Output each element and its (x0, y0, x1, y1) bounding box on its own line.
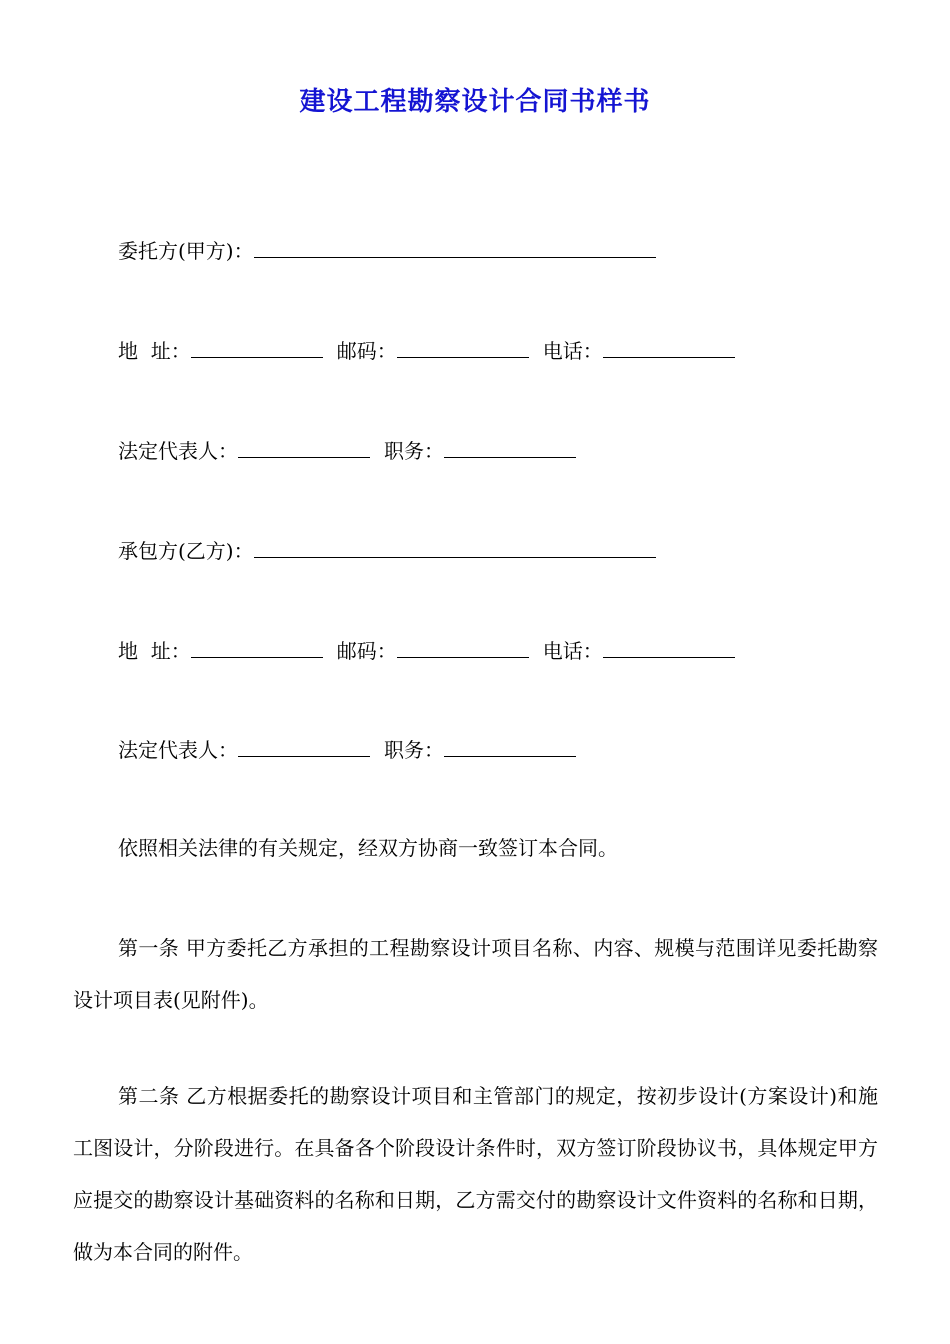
party-a-rep-line (118, 436, 576, 466)
party-b-label: 承包方(乙方)： (118, 539, 254, 563)
party-b-rep-blank (238, 736, 370, 757)
party-b-blank (254, 537, 656, 558)
party-a-postcode-label: 邮码： (336, 339, 397, 363)
party-b-contact-line (118, 636, 735, 666)
party-a-phone-label: 电话： (542, 339, 603, 363)
party-b-postcode-blank (397, 637, 529, 658)
party-b-address-blank (191, 637, 323, 658)
party-b-postcode-label: 邮码： (336, 639, 397, 663)
article-1: 第一条 甲方委托乙方承担的工程勘察设计项目名称、内容、规模与范围详见委托勘察设计项目表(见附件)。 (73, 936, 878, 1012)
intro-paragraph: 依照相关法律的有关规定，经双方协商一致签订本合同。 (118, 836, 618, 860)
party-a-position-label: 职务： (384, 439, 444, 463)
party-a-phone-blank (603, 337, 735, 358)
document-title: 建设工程勘察设计合同书样书 (299, 87, 651, 117)
party-a-address-label: 地 址： (118, 339, 191, 363)
party-a-rep-blank (238, 437, 370, 458)
party-b-line (118, 536, 656, 566)
party-b-phone-label: 电话： (542, 639, 603, 663)
party-b-position-label: 职务： (384, 738, 444, 762)
party-a-blank (254, 237, 656, 258)
party-b-phone-blank (603, 637, 735, 658)
party-a-postcode-blank (397, 337, 529, 358)
party-b-rep-label: 法定代表人： (118, 738, 238, 762)
party-a-address-blank (191, 337, 323, 358)
party-a-position-blank (444, 437, 576, 458)
party-b-rep-line (118, 735, 576, 765)
party-a-rep-label: 法定代表人： (118, 439, 238, 463)
party-a-line (118, 236, 656, 266)
party-b-address-label: 地 址： (118, 639, 191, 663)
article-2: 第二条 乙方根据委托的勘察设计项目和主管部门的规定，按初步设计(方案设计)和施工图设计，分阶段进行。在具备各个阶段设计条件时，双方签订阶段协议书，具体规定甲方应提交的勘察设计基础资料的名称和日期，乙方需交付的勘察设计文件资料的名称和日期，做为本合同的附件。 (73, 1084, 878, 1264)
party-a-label: 委托方(甲方)： (118, 239, 254, 263)
party-b-position-blank (444, 736, 576, 757)
party-a-contact-line (118, 336, 735, 366)
